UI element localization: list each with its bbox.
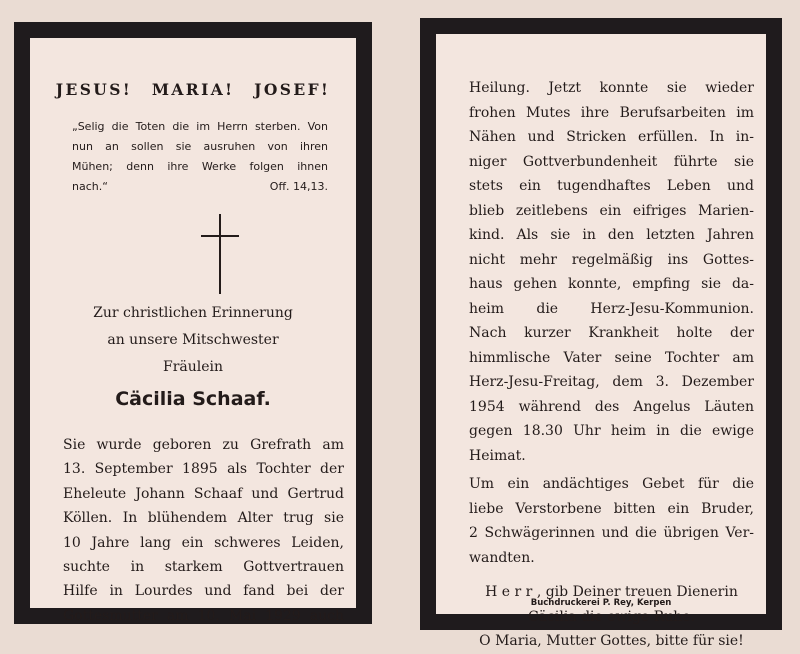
memorial-intro (30, 300, 356, 381)
request-line: Um ein andächtiges Gebet für die (469, 476, 754, 492)
memorial-line: Zur christlichen Erinnerung (93, 305, 293, 321)
bio-line: 10 Jahre lang ein schweres Leiden, (63, 534, 344, 551)
prayer-line: H e r r , gib Deiner treuen Dienerin (485, 584, 738, 600)
bio-line: Gottesmutter am 10. Mai 1929 auch (63, 607, 344, 624)
text-line: nicht mehr regelmäßig ins Gottes- (469, 251, 754, 268)
quote-end: nach.“ (72, 180, 108, 193)
text-line: Nach kurzer Krankheit holte der (469, 325, 754, 341)
request-line: wandten. (469, 549, 535, 566)
text-line: 1954 während des Angelus Läuten (469, 398, 754, 415)
text-line: niger Gottverbundenheit führte sie (469, 153, 754, 170)
heading-word: MARIA! (151, 80, 235, 99)
prayer-line: O Maria, Mutter Gottes, bitte für sie! (479, 633, 744, 649)
quote-line: Mühen; denn ihre Werke folgen ihnen (72, 160, 328, 173)
text-line: Nähen und Stricken erfüllen. In in- (469, 129, 754, 145)
biography-text (63, 433, 344, 628)
printer-imprint: Buchdruckerei P. Rey, Kerpen (530, 598, 672, 608)
bio-line: Eheleute Johann Schaaf und Gertrud (63, 485, 344, 502)
text-line: Herz-Jesu-Freitag, dem 3. Dezember (469, 374, 754, 390)
quote-last-line (72, 177, 328, 197)
memorial-line: an unsere Mitschwester (107, 332, 279, 348)
text-line: blieb zeitlebens ein eifriges Marien- (469, 202, 754, 219)
right-card-page (436, 34, 766, 649)
bio-line: 13. September 1895 als Tochter der (63, 461, 344, 478)
text-line: Heimat. (469, 447, 526, 464)
bible-quote (72, 117, 328, 197)
right-card-border (420, 18, 782, 649)
quote-line: „Selig die Toten die im Herrn sterben. Von (72, 120, 328, 133)
prayer-line: Cäcilia die ewige Ruhe. (527, 608, 696, 625)
text-line: gegen 18.30 Uhr heim in die ewige (469, 423, 754, 439)
bio-line: Hilfe in Lourdes und fand bei der (63, 583, 344, 600)
biography-continued (469, 76, 754, 654)
bio-line: Köllen. In blühendem Alter trug sie (63, 510, 344, 527)
request-line: 2 Schwägerinnen und die übrigen Ver- (469, 525, 754, 541)
bio-line: suchte in starkem Gottvertrauen (63, 559, 344, 576)
memorial-line: Fräulein (162, 359, 224, 375)
text-line: frohen Mutes ihre Berufsarbeiten im (469, 104, 754, 121)
deceased-name: Cäcilia Schaaf. (115, 388, 271, 410)
heading-word: JESUS! (55, 80, 133, 99)
text-line: kind. Als sie in den letzten Jahren (469, 227, 754, 243)
left-card-page (30, 38, 356, 624)
cross-icon-bar (201, 235, 239, 237)
quote-line: nun an sollen sie ausruhen von ihren (72, 140, 328, 153)
holy-names-heading (30, 80, 356, 99)
quote-reference: Off. 14,13. (269, 180, 328, 193)
heading-word: JOSEF! (254, 80, 331, 99)
text-line: haus gehen konnte, empfing sie da- (469, 276, 754, 292)
cross-icon (219, 214, 221, 294)
text-line: himmlische Vater seine Tochter am (469, 349, 754, 366)
bio-line: Sie wurde geboren zu Grefrath am (63, 437, 344, 453)
text-line: Heilung. Jetzt konnte sie wieder (469, 80, 754, 96)
left-card-border (14, 22, 372, 624)
request-line: liebe Verstorbene bitten ein Bruder, (469, 500, 754, 517)
text-line: heim die Herz-Jesu-Kommunion. (469, 300, 754, 317)
text-line: stets ein tugendhaftes Leben und (469, 178, 754, 194)
